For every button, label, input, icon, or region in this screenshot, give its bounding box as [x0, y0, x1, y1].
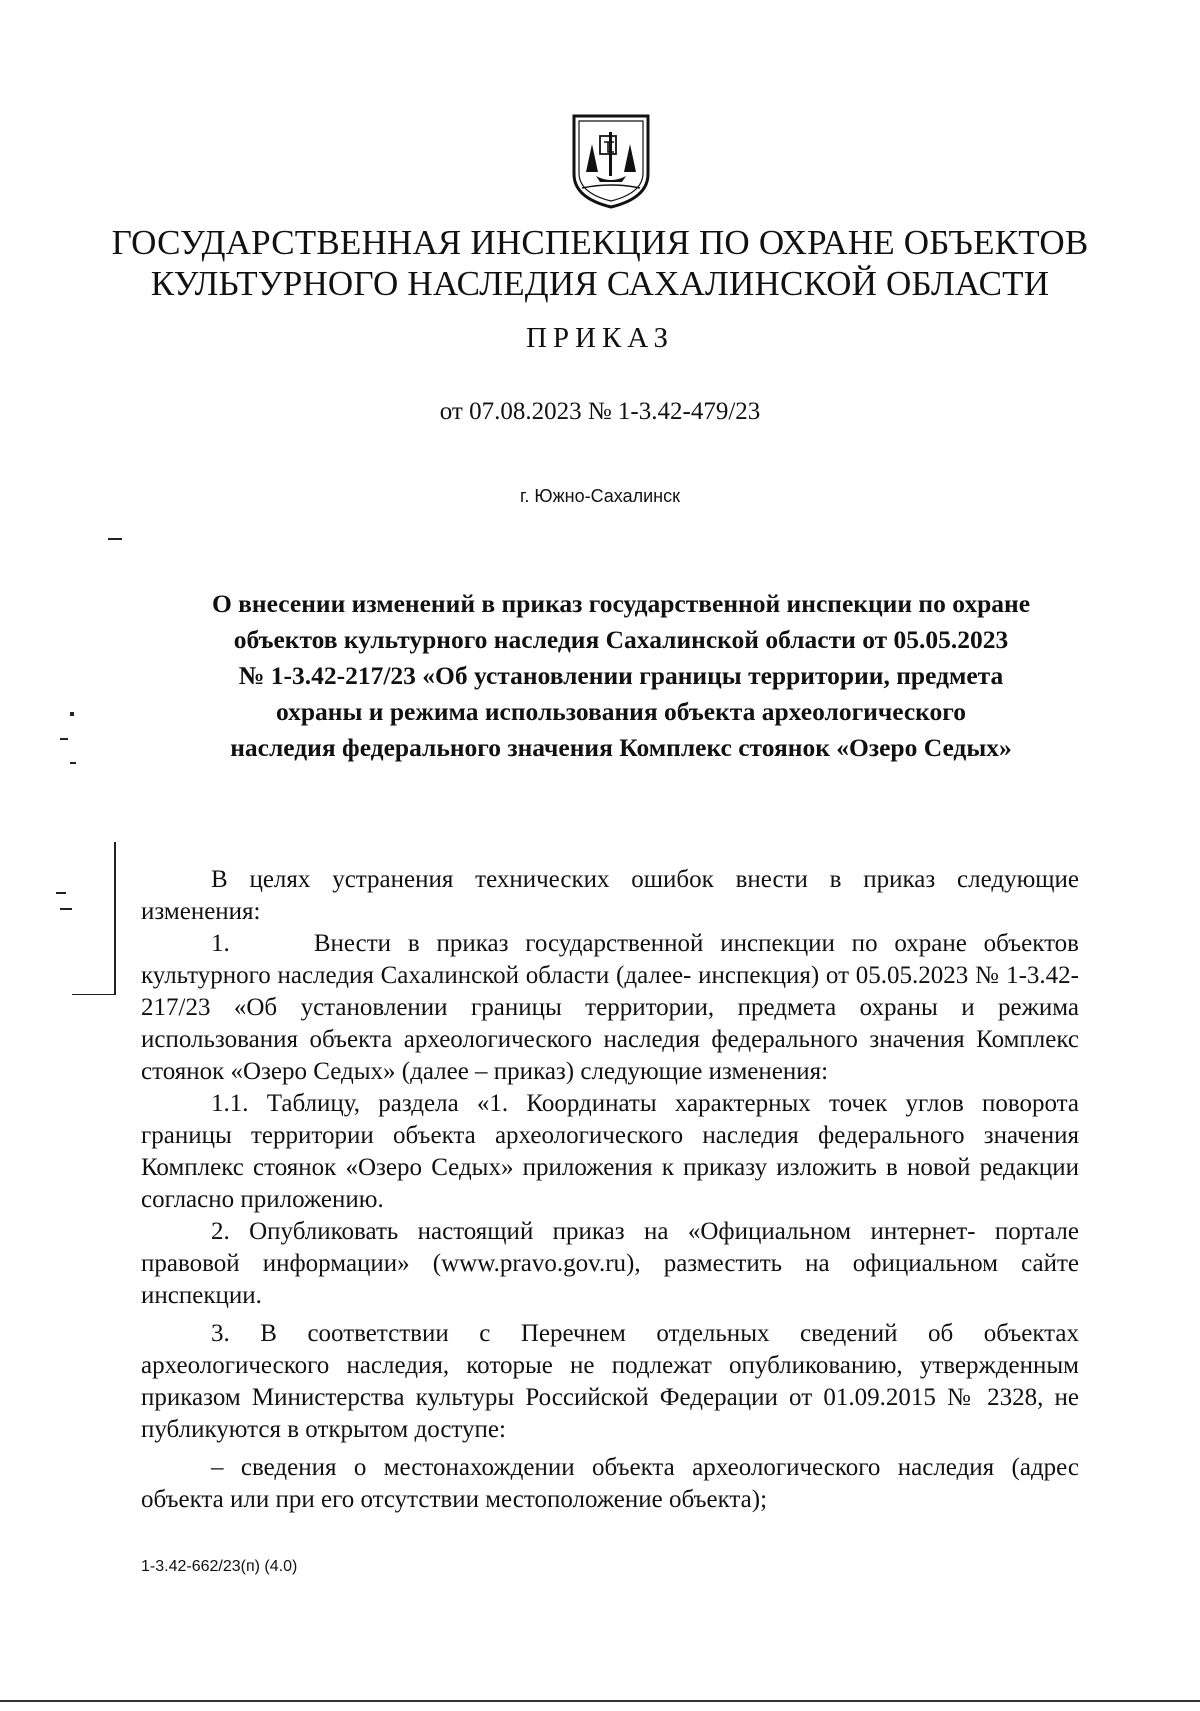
subject-line: № 1-3.42-217/23 «Об установлении границы территории, предмета	[238, 661, 1004, 690]
body-paragraph: В целях устранения технических ошибок внести в приказ следующие изменения:	[141, 866, 1079, 925]
order-subject	[150, 586, 1092, 766]
scan-mark	[70, 712, 74, 716]
document-type: ПРИКАЗ	[525, 322, 675, 354]
scan-mark	[108, 538, 122, 540]
body-paragraph: 3. В соответствии с Перечнем отдельных сведений об объектах археологического наследия, которые не подлежат опубликованию, утвержденным приказом Министерства культуры Российской Федерации от 01.09.2015 № 2328, не публикуются в открытом доступе:	[141, 1320, 1079, 1443]
scan-mark	[60, 908, 72, 910]
subject-line: охраны и режима использования объекта археологического	[276, 697, 966, 726]
scan-mark	[60, 738, 68, 740]
body-paragraph: 2. Опубликовать настоящий приказ на «Официальном интернет- портале правовой информации» (www.pravo.gov.ru), разместить на официальном сайте инспекции.	[141, 1218, 1079, 1309]
subject-line: наследия федерального значения Комплекс стоянок «Озеро Седых»	[230, 733, 1012, 762]
document-registry-code: 1-3.42-662/23(п) (4.0)	[141, 1558, 298, 1575]
order-city: г. Южно-Сахалинск	[520, 486, 680, 506]
order-body	[141, 864, 1079, 1516]
body-paragraph: 1.1. Таблицу, раздела «1. Координаты характерных точек углов поворота границы территории объекта археологического наследия федерального значения Комплекс стоянок «Озеро Седых» приложения к приказу изложить в новой редакции согласно приложению.	[141, 1090, 1079, 1213]
body-paragraph: 1. Внести в приказ государственной инспекции по охране объектов культурного наследия Сахалинской области (далее- инспекция) от 05.05.2023 № 1-3.42-217/23 «Об установлении границы территории, предмета охраны и режима использования объекта археологического наследия федерального значения Комплекс стоянок «Озеро Седых» (далее – приказ) следующие изменения:	[141, 930, 1079, 1085]
order-date-number: от 07.08.2023 № 1-3.42-479/23	[439, 398, 761, 425]
coat-of-arms-icon	[570, 112, 652, 210]
scan-mark	[114, 842, 116, 994]
body-paragraph: – сведения о местонахождении объекта археологического наследия (адрес объекта или при его отсутствии местоположение объекта);	[141, 1454, 1079, 1513]
scan-mark	[56, 892, 66, 894]
scan-line	[0, 1700, 1200, 1702]
organization-title-line2: КУЛЬТУРНОГО НАСЛЕДИЯ САХАЛИНСКОЙ ОБЛАСТИ	[150, 264, 1050, 303]
subject-line: О внесении изменений в приказ государственной инспекции по охране	[211, 589, 1031, 618]
organization-title	[100, 222, 1100, 304]
scan-mark	[72, 994, 116, 995]
subject-line: объектов культурного наследия Сахалинской области от 05.05.2023	[233, 625, 1009, 654]
scan-mark	[70, 762, 76, 764]
organization-title-line1: ГОСУДАРСТВЕННАЯ ИНСПЕКЦИЯ ПО ОХРАНЕ ОБЪЕКТОВ	[111, 223, 1089, 262]
